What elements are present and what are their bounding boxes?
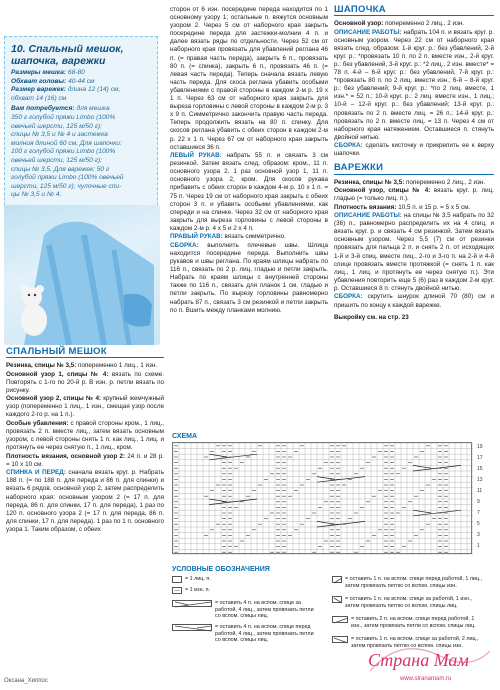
paragraph: Основной узор, спицы № 4: вязать круг. р. лиц. гладью (= только лиц. п.). xyxy=(334,187,494,203)
row-number: 11 xyxy=(477,488,483,494)
row-number: 9 xyxy=(477,499,480,505)
materials-block: Вам потребуется: для мешка 350 г голубой пряжи Limbo (100% овечьей шерсти, 125 м/50 г); спицы № 3,5 и № 4 и застежка молния длиной 60 см. Для шапочки: 100 г голубой пряжи Limbo (100% овечьей шерсти, 125 м/50 г); спицы № 3,5. Для варежек: 50 г голубой пряжи Limbo (100% овечьей шерсти, 125 м/50 г); чулочные спи- цы № 3,5 и № 4. xyxy=(11,105,124,199)
row-number: 3 xyxy=(477,532,480,538)
size-row: обхват 14 (16) см xyxy=(11,94,67,102)
stranamam-logo-icon xyxy=(360,626,496,686)
hat-mittens-column xyxy=(334,6,494,322)
cross-left-purl-icon xyxy=(332,596,342,603)
pattern-title-line-1: 10. Спальный мешок, xyxy=(11,43,124,55)
row-numbers xyxy=(475,442,495,554)
size-row: Размер варежек: длина 12 (14) см, xyxy=(11,86,121,94)
mittens-title: ВАРЕЖКИ xyxy=(334,164,494,174)
size-row: Обхват головы: 40-44 см xyxy=(11,77,95,85)
paragraph: Резинка, спицы № 3,5: попеременно 1 лиц., 1 изн. xyxy=(6,362,158,370)
paragraph: СБОРКА: сделать кисточку и прикрепить ее к верху шапочки. xyxy=(334,142,494,158)
uploader-tag: Оксана_Хиппос xyxy=(4,678,48,684)
paragraph: ПРАВЫЙ РУКАВ: вязать симметрично. xyxy=(170,233,286,241)
legend-label: УСЛОВНЫЕ ОБОЗНАЧЕНИЯ xyxy=(172,566,270,573)
sleeping-bag-title: СПАЛЬНЫЙ МЕШОК xyxy=(6,348,164,358)
pattern-title xyxy=(5,37,157,69)
watermark-title: Страна Мам xyxy=(368,650,469,670)
legend-item: — = 1 изн. п. xyxy=(172,587,271,594)
legend-item: = оставить 4 п. на вспом. спице перед работой, 4 лиц., затем провязать петли со вспом. спицы лиц. xyxy=(172,624,315,644)
paragraph: СПИНКА И ПЕРЕД: сначала вязать круг. р. Набрать 188 п. (= по 188 п. для переда и 86 п. для спинки) и вязать 6 рядов. основной узор 2, затем распределить наборного края: основным узором 2 (= 17 п. для переда, 86 п. для спинки, 17 п. для переда), 1 раз по 120 п. основного узора 2 (= 17 п. для переда, 86 п. для спинки, 17 п. для переда). 1 раз по 1 п. основного узора 1. Таким образом, с обеих xyxy=(6,469,164,533)
stitch-grid xyxy=(173,443,473,555)
legend-item: = оставить 1 п. на вспом. спице за работой, 1 изн., затем провязать петлю со вспом. спицы лиц. xyxy=(332,596,485,609)
site-watermark xyxy=(360,626,496,686)
paragraph: СБОРКА: выполнить плечевые швы. Шлица находится посередине переда. Выполнить швы рукавов и швы реглана. По краям шлицы набрать по 116 п., связать по 2 р. лиц. гладью и петли закрыть. Набрать по краям шлицы с внутренней стороны также по 116 п., связать для планок 1 см. гладью и петли закрыть. По вырезу горловины равномерно набрать 87 п., связать 3 см резинкой и петли закрыть по п. Вшить между планками молнию. xyxy=(170,241,328,314)
paragraph: Особые убавления: с правой стороны кром., 1 лиц., провязать 2 п. вместе лиц., затем вязать основным узором, с левой стороны снять 1 п. как лиц., 1 лиц. и протянуть ее через снятую п., 1 лиц., кром. xyxy=(6,419,165,452)
legend-item: = оставить 1 п. на вспом. спице перед работой, 1 лиц., затем провязать петлю со вспом. спицы изн. xyxy=(332,576,485,589)
legend-item: = оставить 4 п. на вспом. спице за работой, 4 лиц., затем провязать петли со вспом. спицы лиц. xyxy=(172,600,315,620)
cross-right-two-icon xyxy=(332,616,348,623)
row-number: 15 xyxy=(477,466,483,472)
sleeping-bag-column xyxy=(6,348,164,534)
legend-item: = 1 лиц. п. xyxy=(172,576,271,583)
cable-back-icon xyxy=(172,600,212,607)
paragraph: ОПИСАНИЕ РАБОТЫ: на спицы № 3,5 набрать по 32 (36) п., равномерно распределить их на 4 спиц. и вязать круг. р. и связать 4 см резинкой. Затем вязать основным узором. Через 5,5 (7) см от резинки провязать для пальца 2 п. и снять 2 п. от исходящих 1-й и 3-й спиц. вместе лиц., 2-го и 3-го п. на 2-й и 4-й спице провязать вместе протяжкой (= снять 1 п. как лиц., 1 лиц. и протянуть ее через снятую п.). Эти убавления повторить еще 5 (6) раз в каждом 2-м круг. р. Оставшиеся 8 п. стянуть двойной нитью. xyxy=(334,212,495,292)
cross-left-two-icon xyxy=(332,636,348,643)
paragraph: Плотность вязания, основной узор 2: 24 п. и 28 р. = 10 х 10 см. xyxy=(6,452,164,468)
stitch-chart xyxy=(172,442,472,554)
paragraph: Резинка, спицы № 3,5: попеременно 2 лиц., 2 изн. xyxy=(334,178,486,186)
paragraph: Выкройку см. на стр. 23 xyxy=(334,313,409,321)
purl-stitch-icon: — xyxy=(172,587,182,594)
diagram-label: СХЕМА xyxy=(172,433,198,440)
paragraph: сторон от 6 изн. посередине переда находится по 1 основному узору 1; остальные п. вяжутся основным узором 2. Через 5 см от наборного края закрыть посередине переда для застежки-молнии 4 п. и далее вязать ряды по отдельности. Через 52 см от наборного края провязать для убавлений реглана 46 п. (= правая часть переда), закрыть 6 п., провязать 80 п. (= спинка), закрыть 6 п., провязать 46 п. (= левая часть переда). Теперь сначала вязать левую часть переда. Для скоса реглана убавить особыми убавлениями с правой стороны в каждом 2-м р. 19 х 1 п. Через 63 см от наборного края закрыть для выреза горловины с левой стороны в каждом 2-м р. 3 х 9 п. Симметрично закончить правую часть переда. Теперь продолжить вязать на 80 п. спинку. Для скосов реглана убавить с обеих сторон в каждом 2-м р. 22 х 1 п. Через 67 см от наборного края закрыть оставшиеся 36 п. xyxy=(170,6,328,151)
paragraph: Основной узор 1, спицы № 4: вязать по схеме. Повторять с 1-го по 20-й р. В изн. р. петли вязать по рисунку. xyxy=(6,370,164,394)
row-number: 7 xyxy=(477,510,480,516)
pattern-title-line-2: шапочка, варежки xyxy=(11,55,106,67)
paragraph: Основной узор: попеременно 2 лиц., 2 изн. xyxy=(334,20,465,28)
legend-item: = оставить 1 п. на вспом. спице за работой, 2 лиц., затем провязать петлю со вспом. спицы изн. xyxy=(332,636,485,649)
size-row: Размеры мешка: 68-80 xyxy=(11,69,85,76)
row-number: 13 xyxy=(477,477,483,483)
paragraph: ОПИСАНИЕ РАБОТЫ: набрать 104 п. и вязать круг. р. основным узором. Через 22 см от наборного края вязать след. образом: 1-й круг. р.: без убавлений, 2-й круг. р.: *провязать 10 п. по 2 п. вместе изн., 2-й круг. р.: без убавлений, 3-й круг. р.: *2 лиц., 2 изн. вместе* = 78 п. 4-й – 6-й круг. р.: без убавлений, 7-й круг. р.: *провязать 80 п. по 2 лиц. вместе изн.; 6-й – 8-й круг. р.: без убавлений; 9-й круг. р.: *по 2 лиц. вместе, 1 изн.* = 52 п.; 10-й круг. р.: 2 лиц. вместе изн., 1 лиц.; 10-й – 12-й круг. р.: без убавлений; 13-й круг. р.: провязать по 2 п. вместе лиц. = 26 п.; 14-й круг. р.: провязать по 2 п. вместе лиц. = 13 п. Через 4 см от наборного края натяжением. Оставшиеся п. стянуть двойной нитью. xyxy=(334,28,494,141)
paragraph: Основной узор 2, спицы № 4: крупный жемчужный узор (попеременно 1 лиц., 1 изн., смещая узор после каждого 2-го р. на 1 п.). xyxy=(6,395,164,419)
paragraph: Плотность вязания: 10,5 п. и 15 р. = 5 х 5 см. xyxy=(334,203,471,211)
paragraph: ЛЕВЫЙ РУКАВ: набрать 55 п. и связать 3 см резинкой. Затем вязать след. образом: кром., 11 п. основного узора 2, 1 раз основной узор 1, 11 п. основного узора 2, кром. Для скосов рукава прибавить с обеих сторон в каждом 4-м р. 10 х 1 п. = 75 п. Через 19 см от наборного края закрыть с обеих сторон 3 п. и убавить особыми убавлениями, как спереди и на спинке. Через 32 см от наборного края закрыть для выреза горловины с левой стороны в каждом 2-м р. 4 х 5 и 2 х 4 п. xyxy=(170,152,328,232)
hat-title: ШАПОЧКА xyxy=(334,6,494,16)
legend-item: = оставить 2 п. на вспом. спице перед работой, 1 изн., затем провязать петли со вспом. спицы лиц. xyxy=(332,616,485,629)
product-photo xyxy=(4,205,160,345)
watermark-url: www.stranamam.ru xyxy=(400,676,452,682)
cross-right-purl-icon xyxy=(332,576,342,583)
assembly-column xyxy=(170,6,328,315)
size-list xyxy=(5,69,157,200)
row-number: 1 xyxy=(477,543,480,549)
sleeping-bag-photo-icon xyxy=(4,205,160,345)
row-number: 19 xyxy=(477,444,483,450)
row-number: 5 xyxy=(477,521,480,527)
knit-stitch-icon xyxy=(172,576,182,583)
row-number: 17 xyxy=(477,455,483,461)
cable-front-icon xyxy=(172,624,212,631)
paragraph: СБОРКА: скрутить шнурок длиной 70 (80) см и пришить по концу к каждой варежке. xyxy=(334,293,494,309)
